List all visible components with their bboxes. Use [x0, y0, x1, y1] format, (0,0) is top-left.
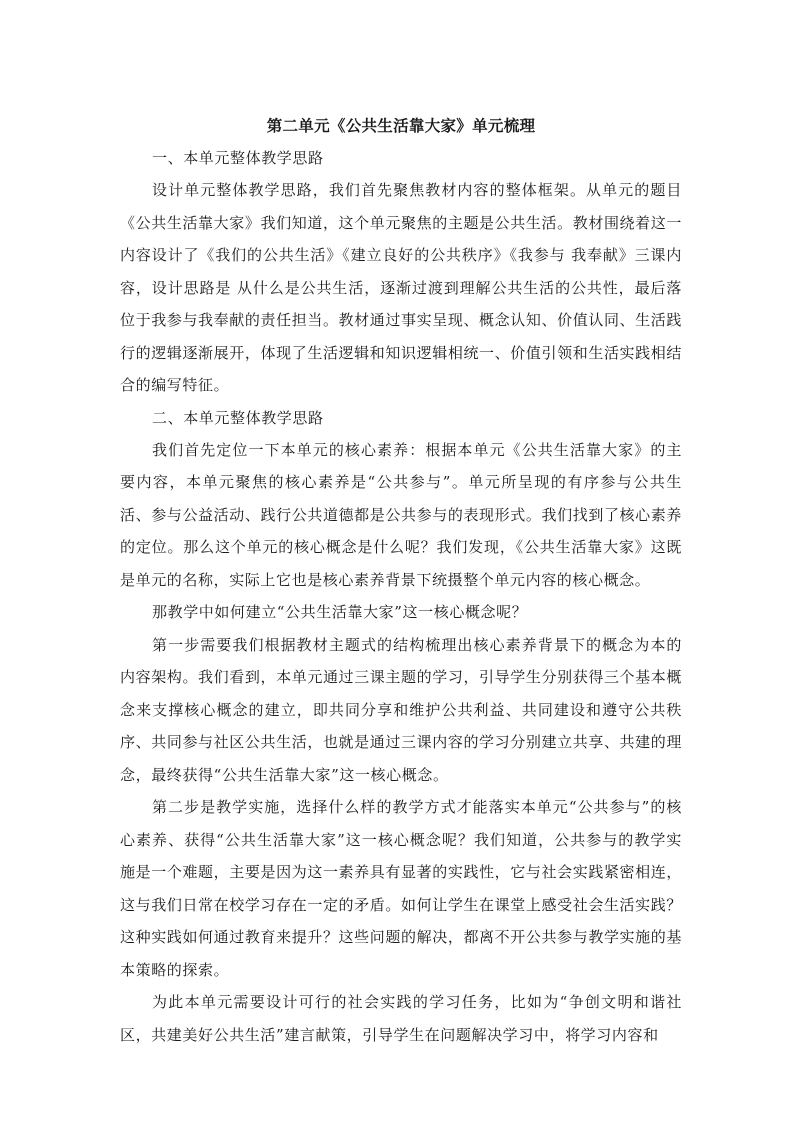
paragraph: 第一步需要我们根据教材主题式的结构梳理出核心素养背景下的概念为本的内容架构。我们看到，本单元通过三课主题的学习，引导学生分别获得三个基本概念来支撑核心概念的建立，即共同分享和维护公共利益、共同建设和遵守公共秩序、共同参与社区公共生活，也就是通过三课内容的学习分别建立共享、共建的理念，最终获得“公共生活靠大家”这一核心概念。 — [120, 635, 682, 784]
paragraph: 第二步是教学实施，选择什么样的教学方式才能落实本单元“公共参与”的核心素养、获得“公共生活靠大家”这一核心概念呢？我们知道，公共参与的教学实施是一个难题，主要是因为这一素养具有显著的实践性，它与社会实践紧密相连，这与我们日常在校学习存在一定的矛盾。如何让学生在课堂上感受社会生活实践？这种实践如何通过教育来提升？这些问题的解决，都离不开公共参与教学实施的基本策略的探索。 — [120, 798, 682, 979]
section-1-heading: 一、本单元整体教学思路 — [152, 149, 324, 167]
document-page — [120, 110, 682, 1051]
paragraph: 为此本单元需要设计可行的社会实践的学习任务，比如为“争创文明和谐社区，共建美好公共生活”建言献策，引导学生在问题解决学习中，将学习内容和 — [120, 993, 682, 1044]
section-2-heading: 二、本单元整体教学思路 — [152, 408, 324, 427]
paragraph: 那教学中如何建立“公共生活靠大家”这一核心概念呢？ — [152, 603, 528, 621]
paragraph: 我们首先定位一下本单元的核心素养：根据本单元《公共生活靠大家》的主要内容，本单元聚焦的核心素养是“公共参与”。单元所呈现的有序参与公共生活、参与公益活动、践行公共道德都是公共参与的表现形式。我们找到了核心素养的定位。那么这个单元的核心概念是什么呢？我们发现，《公共生活靠大家》这既是单元的名称，实际上它也是核心素养背景下统摄整个单元内容的核心概念。 — [120, 440, 682, 589]
document-title: 第二单元《公共生活靠大家》单元梳理 — [266, 117, 536, 135]
paragraph: 设计单元整体教学思路，我们首先聚焦教材内容的整体框架。从单元的题目《公共生活靠大家》我们知道，这个单元聚焦的主题是公共生活。教材围绕着这一内容设计了《我们的公共生活》《建立良好的公共秩序》《我参与 我奉献》三课内容，设计思路是 从什么是公共生活，逐渐过渡到理解公共生活的公共性，最后落位于我参与我奉献的责任担当。教材通过事实呈现、概念认知、价值认同、生活践行的逻辑逐渐展开，体现了生活逻辑和知识逻辑相统一、价值引领和生活实践相结合的编写特征。 — [120, 181, 682, 394]
